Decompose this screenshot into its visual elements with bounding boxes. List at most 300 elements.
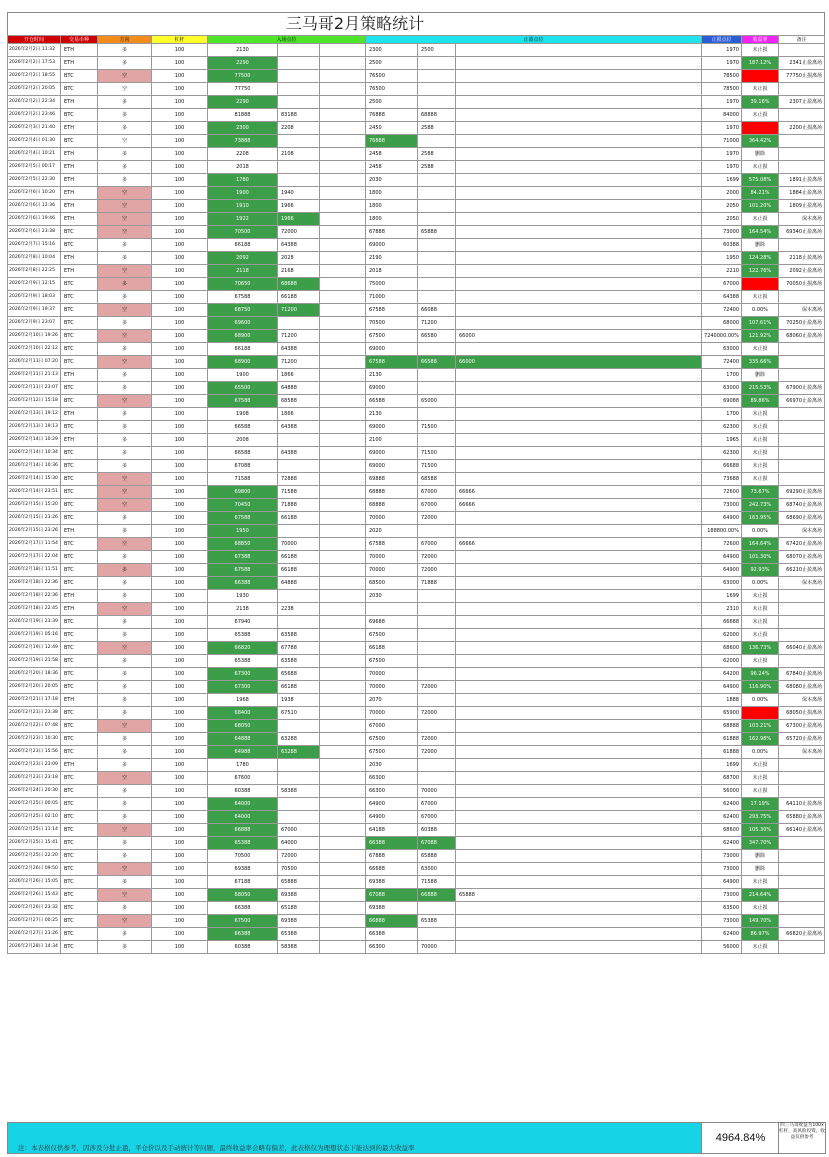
entry-price-cell: 68688 — [278, 278, 320, 291]
stop-loss-cell: 1700 — [702, 408, 742, 421]
take-profit-cell — [456, 811, 702, 824]
coin-cell: BTC — [61, 863, 98, 876]
note-cell: 66040止盈离场 — [779, 642, 825, 655]
take-profit-cell — [456, 720, 702, 733]
leverage-cell: 100 — [152, 226, 208, 239]
entry-price-cell — [320, 486, 366, 499]
take-profit-cell — [456, 460, 702, 473]
stop-loss-cell: 78500 — [702, 70, 742, 83]
note-cell: 1891止盈离场 — [779, 174, 825, 187]
direction-cell: 空 — [98, 330, 152, 343]
take-profit-cell: 1800 — [366, 187, 418, 200]
return-rate-cell: 214.64% — [742, 889, 779, 902]
take-profit-cell: 2030 — [366, 759, 418, 772]
take-profit-cell — [456, 798, 702, 811]
table-row — [8, 304, 825, 317]
coin-cell: BTC — [61, 83, 98, 96]
open-time-cell: 2026年2月26日 15:43 — [8, 889, 61, 902]
entry-price-cell: 66820 — [208, 642, 278, 655]
take-profit-cell — [418, 200, 456, 213]
entry-price-cell: 81888 — [208, 109, 278, 122]
entry-price-cell: 83188 — [278, 109, 320, 122]
table-row — [8, 395, 825, 408]
take-profit-cell — [418, 928, 456, 941]
direction-cell: 多 — [98, 239, 152, 252]
leverage-cell: 100 — [152, 603, 208, 616]
col-header: 止损点位 — [702, 36, 742, 44]
col-header: 入场点位 — [208, 36, 366, 44]
open-time-cell: 2026年2月6日 23:38 — [8, 226, 61, 239]
entry-price-cell — [320, 915, 366, 928]
table-row — [8, 122, 825, 135]
return-rate-cell: 116.90% — [742, 681, 779, 694]
entry-price-cell: 1866 — [278, 408, 320, 421]
coin-cell: ETH — [61, 590, 98, 603]
table-row — [8, 356, 825, 369]
open-time-cell: 2026年2月25日 02:10 — [8, 811, 61, 824]
col-header: 备注 — [779, 36, 825, 44]
return-rate-cell: 删除 — [742, 369, 779, 382]
coin-cell: ETH — [61, 369, 98, 382]
entry-price-cell — [320, 629, 366, 642]
entry-price-cell: 67388 — [208, 551, 278, 564]
coin-cell: BTC — [61, 109, 98, 122]
entry-price-cell: 64888 — [278, 382, 320, 395]
note-cell: 2118止盈离场 — [779, 252, 825, 265]
leverage-cell: 100 — [152, 317, 208, 330]
return-rate-cell: 136.73% — [742, 642, 779, 655]
open-time-cell: 2026年2月23日 15:56 — [8, 746, 61, 759]
leverage-cell: 100 — [152, 668, 208, 681]
take-profit-cell — [456, 850, 702, 863]
coin-cell: BTC — [61, 889, 98, 902]
entry-price-cell: 67588 — [208, 395, 278, 408]
take-profit-cell: 2130 — [366, 408, 418, 421]
direction-cell: 多 — [98, 759, 152, 772]
open-time-cell: 2026年2月18日 22:36 — [8, 577, 61, 590]
open-time-cell: 2026年2月22日 07:48 — [8, 720, 61, 733]
footer-note-cell — [7, 1122, 703, 1154]
take-profit-cell: 71000 — [366, 291, 418, 304]
entry-price-cell — [278, 772, 320, 785]
stop-loss-cell: 73000 — [702, 863, 742, 876]
entry-price-cell: 71588 — [278, 486, 320, 499]
coin-cell: BTC — [61, 538, 98, 551]
direction-cell: 多 — [98, 928, 152, 941]
direction-cell: 多 — [98, 44, 152, 57]
take-profit-cell: 72000 — [418, 681, 456, 694]
entry-price-cell: 72000 — [278, 226, 320, 239]
entry-price-cell — [320, 590, 366, 603]
coin-cell: BTC — [61, 915, 98, 928]
take-profit-cell: 76888 — [366, 135, 418, 148]
entry-price-cell — [320, 668, 366, 681]
table-row — [8, 460, 825, 473]
table-row — [8, 83, 825, 96]
take-profit-cell — [418, 239, 456, 252]
open-time-cell: 2026年2月5日 00:17 — [8, 161, 61, 174]
entry-price-cell: 64388 — [278, 447, 320, 460]
take-profit-cell — [418, 252, 456, 265]
leverage-cell: 100 — [152, 291, 208, 304]
coin-cell: BTC — [61, 616, 98, 629]
entry-price-cell — [320, 499, 366, 512]
open-time-cell: 2026年2月11日 21:13 — [8, 369, 61, 382]
stop-loss-cell: 61888 — [702, 733, 742, 746]
direction-cell: 空 — [98, 720, 152, 733]
coin-cell: ETH — [61, 148, 98, 161]
table-row — [8, 577, 825, 590]
table-row — [8, 291, 825, 304]
stop-loss-cell: 73000 — [702, 915, 742, 928]
table-row — [8, 265, 825, 278]
open-time-cell: 2026年2月25日 11:14 — [8, 824, 61, 837]
entry-price-cell: 1922 — [208, 213, 278, 226]
entry-price-cell — [320, 239, 366, 252]
coin-cell: BTC — [61, 746, 98, 759]
take-profit-cell — [418, 642, 456, 655]
entry-price-cell — [320, 473, 366, 486]
open-time-cell: 2026年2月6日 12:36 — [8, 200, 61, 213]
take-profit-cell: 67000 — [418, 499, 456, 512]
entry-price-cell: 66388 — [208, 928, 278, 941]
take-profit-cell: 2588 — [418, 122, 456, 135]
take-profit-cell: 66388 — [366, 837, 418, 850]
stop-loss-cell: 60388 — [702, 239, 742, 252]
stop-loss-cell: 1700 — [702, 369, 742, 382]
entry-price-cell: 70650 — [208, 278, 278, 291]
take-profit-cell: 66388 — [366, 928, 418, 941]
take-profit-cell: 76888 — [366, 109, 418, 122]
stop-loss-cell: 56000 — [702, 785, 742, 798]
open-time-cell: 2026年2月9日 19:37 — [8, 304, 61, 317]
entry-price-cell: 68750 — [208, 304, 278, 317]
entry-price-cell: 68050 — [208, 720, 278, 733]
take-profit-cell — [456, 629, 702, 642]
note-cell — [779, 850, 825, 863]
take-profit-cell: 66300 — [366, 772, 418, 785]
return-rate-cell: 162.98% — [742, 733, 779, 746]
return-rate-cell: 347.70% — [742, 837, 779, 850]
take-profit-cell — [456, 551, 702, 564]
note-cell — [779, 785, 825, 798]
take-profit-cell — [456, 239, 702, 252]
entry-price-cell — [320, 200, 366, 213]
table-row — [8, 421, 825, 434]
entry-price-cell — [320, 681, 366, 694]
coin-cell: ETH — [61, 694, 98, 707]
table-row — [8, 538, 825, 551]
leverage-cell: 100 — [152, 421, 208, 434]
take-profit-cell: 67500 — [366, 330, 418, 343]
note-cell — [779, 135, 825, 148]
take-profit-cell: 69000 — [366, 421, 418, 434]
take-profit-cell: 2070 — [366, 694, 418, 707]
stop-loss-cell: 62400 — [702, 837, 742, 850]
leverage-cell: 100 — [152, 512, 208, 525]
stop-loss-cell: 65900 — [702, 707, 742, 720]
entry-price-cell — [278, 590, 320, 603]
take-profit-cell: 66666 — [456, 538, 702, 551]
table-row — [8, 239, 825, 252]
stop-loss-cell: 1950 — [702, 252, 742, 265]
take-profit-cell: 2100 — [366, 434, 418, 447]
entry-price-cell: 65388 — [278, 928, 320, 941]
footer-note: 注：本表格仅供参考，因涉及分批止盈，平仓价以及手动统计等问题，最终收益率会略有偏差，此表格仅为理想状态下能达到的最大收益率 — [18, 1144, 415, 1152]
entry-price-cell: 2092 — [208, 252, 278, 265]
return-rate-cell: 163.95% — [742, 512, 779, 525]
note-cell: 65720止盈离场 — [779, 733, 825, 746]
take-profit-cell: 71888 — [418, 577, 456, 590]
take-profit-cell — [418, 655, 456, 668]
leverage-cell: 100 — [152, 616, 208, 629]
entry-price-cell: 77750 — [208, 83, 278, 96]
entry-price-cell — [320, 525, 366, 538]
entry-price-cell — [320, 252, 366, 265]
take-profit-cell: 65388 — [418, 915, 456, 928]
leverage-cell: 100 — [152, 83, 208, 96]
take-profit-cell — [456, 161, 702, 174]
entry-price-cell: 60388 — [208, 785, 278, 798]
coin-cell: ETH — [61, 96, 98, 109]
coin-cell: BTC — [61, 317, 98, 330]
coin-cell: BTC — [61, 70, 98, 83]
direction-cell: 多 — [98, 525, 152, 538]
return-rate-cell: 未止损 — [742, 772, 779, 785]
note-cell — [779, 161, 825, 174]
take-profit-cell — [456, 590, 702, 603]
direction-cell: 空 — [98, 395, 152, 408]
open-time-cell: 2026年2月17日 22:04 — [8, 551, 61, 564]
table-row — [8, 655, 825, 668]
take-profit-cell — [456, 382, 702, 395]
stop-loss-cell: 1970 — [702, 57, 742, 70]
take-profit-cell — [418, 603, 456, 616]
return-rate-cell: 0.00% — [742, 304, 779, 317]
note-cell — [779, 83, 825, 96]
table-row — [8, 109, 825, 122]
coin-cell: BTC — [61, 850, 98, 863]
sheet-title: 三马哥2月策略统计 — [7, 12, 703, 36]
entry-price-cell — [320, 707, 366, 720]
direction-cell: 多 — [98, 577, 152, 590]
take-profit-cell — [456, 863, 702, 876]
stop-loss-cell: 62400 — [702, 928, 742, 941]
coin-cell: BTC — [61, 382, 98, 395]
note-cell: 2092止盈离场 — [779, 265, 825, 278]
take-profit-cell — [418, 83, 456, 96]
entry-price-cell: 64988 — [208, 746, 278, 759]
return-rate-cell: 364.42% — [742, 135, 779, 148]
leverage-cell: 100 — [152, 655, 208, 668]
stop-loss-cell: 2210 — [702, 265, 742, 278]
leverage-cell: 100 — [152, 837, 208, 850]
open-time-cell: 2026年2月25日 00:05 — [8, 798, 61, 811]
note-cell: 68070止盈离场 — [779, 551, 825, 564]
take-profit-cell: 67500 — [366, 655, 418, 668]
entry-price-cell: 2118 — [208, 265, 278, 278]
col-header: 止盈点位 — [366, 36, 702, 44]
take-profit-cell: 66888 — [366, 915, 418, 928]
take-profit-cell: 70000 — [366, 551, 418, 564]
open-time-cell: 2026年2月19日 05:16 — [8, 629, 61, 642]
direction-cell: 空 — [98, 863, 152, 876]
table-row — [8, 876, 825, 889]
coin-cell: BTC — [61, 564, 98, 577]
footer-remark: 四三马哥收益为100x杠杆，高风险投资，收益仅供参考 — [778, 1122, 826, 1154]
open-time-cell: 2026年2月14日 10:34 — [8, 447, 61, 460]
return-rate-cell: 未止损 — [742, 902, 779, 915]
entry-price-cell — [320, 694, 366, 707]
entry-price-cell: 70500 — [278, 863, 320, 876]
entry-price-cell: 63588 — [278, 629, 320, 642]
coin-cell: BTC — [61, 824, 98, 837]
open-time-cell: 2026年2月2日 11:32 — [8, 44, 61, 57]
table-row — [8, 330, 825, 343]
direction-cell: 多 — [98, 629, 152, 642]
coin-cell: ETH — [61, 408, 98, 421]
table-row — [8, 96, 825, 109]
leverage-cell: 100 — [152, 343, 208, 356]
header-row — [8, 36, 825, 44]
take-profit-cell: 69000 — [366, 343, 418, 356]
note-cell — [779, 148, 825, 161]
entry-price-cell: 1940 — [278, 187, 320, 200]
entry-price-cell — [320, 746, 366, 759]
leverage-cell: 100 — [152, 57, 208, 70]
return-rate-cell: 未止损 — [742, 759, 779, 772]
note-cell: 65880止盈离场 — [779, 811, 825, 824]
take-profit-cell: 63000 — [418, 863, 456, 876]
note-cell: 保本离场 — [779, 304, 825, 317]
open-time-cell: 2026年2月14日 10:29 — [8, 434, 61, 447]
col-header: 收益率 — [742, 36, 779, 44]
note-cell — [779, 343, 825, 356]
take-profit-cell: 60388 — [418, 824, 456, 837]
note-cell — [779, 603, 825, 616]
leverage-cell: 100 — [152, 96, 208, 109]
coin-cell: BTC — [61, 668, 98, 681]
take-profit-cell: 70000 — [418, 941, 456, 954]
coin-cell: ETH — [61, 759, 98, 772]
open-time-cell: 2026年2月8日 10:04 — [8, 252, 61, 265]
direction-cell: 多 — [98, 434, 152, 447]
entry-price-cell: 70000 — [278, 538, 320, 551]
return-rate-cell: 149.70% — [742, 915, 779, 928]
entry-price-cell — [320, 265, 366, 278]
coin-cell: ETH — [61, 200, 98, 213]
stop-loss-cell: 69088 — [702, 395, 742, 408]
take-profit-cell — [418, 629, 456, 642]
open-time-cell: 2026年2月19日 21:58 — [8, 655, 61, 668]
take-profit-cell: 68888 — [366, 486, 418, 499]
stop-loss-cell: 73000 — [702, 499, 742, 512]
col-header: 开仓时间 — [8, 36, 61, 44]
take-profit-cell — [418, 265, 456, 278]
direction-cell: 多 — [98, 733, 152, 746]
take-profit-cell: 66580 — [418, 330, 456, 343]
leverage-cell: 100 — [152, 577, 208, 590]
table-row — [8, 148, 825, 161]
stop-loss-cell: 62400 — [702, 798, 742, 811]
open-time-cell: 2026年2月11日 23:07 — [8, 382, 61, 395]
return-rate-cell: 未止损 — [742, 83, 779, 96]
direction-cell: 多 — [98, 252, 152, 265]
table-row — [8, 369, 825, 382]
leverage-cell: 100 — [152, 148, 208, 161]
note-cell — [779, 837, 825, 850]
direction-cell: 多 — [98, 421, 152, 434]
return-rate-cell: 未止损 — [742, 161, 779, 174]
entry-price-cell — [320, 109, 366, 122]
table-row — [8, 785, 825, 798]
entry-price-cell: 1866 — [278, 369, 320, 382]
stop-loss-cell: 63000 — [702, 382, 742, 395]
entry-price-cell — [320, 811, 366, 824]
return-rate-cell: 101.20% — [742, 200, 779, 213]
entry-price-cell — [320, 863, 366, 876]
entry-price-cell: 2028 — [278, 252, 320, 265]
take-profit-cell: 71588 — [418, 876, 456, 889]
open-time-cell: 2026年2月2日 20:05 — [8, 83, 61, 96]
col-header: 交易币种 — [61, 36, 98, 44]
take-profit-cell: 72000 — [418, 512, 456, 525]
open-time-cell: 2026年2月23日 23:18 — [8, 772, 61, 785]
leverage-cell: 100 — [152, 174, 208, 187]
stop-loss-cell: 56000 — [702, 941, 742, 954]
entry-price-cell — [320, 161, 366, 174]
entry-price-cell — [320, 382, 366, 395]
entry-price-cell — [278, 525, 320, 538]
coin-cell: BTC — [61, 811, 98, 824]
take-profit-cell: 2458 — [366, 148, 418, 161]
leverage-cell: 100 — [152, 187, 208, 200]
take-profit-cell — [456, 265, 702, 278]
return-rate-cell: 335.66% — [742, 356, 779, 369]
return-rate-cell: 未止损 — [742, 473, 779, 486]
note-cell: 68080止盈离场 — [779, 681, 825, 694]
note-cell — [779, 460, 825, 473]
direction-cell: 多 — [98, 811, 152, 824]
stop-loss-cell: 68000 — [702, 317, 742, 330]
table-row — [8, 733, 825, 746]
table-row — [8, 174, 825, 187]
entry-price-cell: 66188 — [278, 564, 320, 577]
return-rate-cell: 未止损 — [742, 590, 779, 603]
take-profit-cell: 66688 — [366, 863, 418, 876]
table-row — [8, 213, 825, 226]
entry-price-cell: 69800 — [208, 486, 278, 499]
leverage-cell: 100 — [152, 681, 208, 694]
entry-price-cell — [320, 70, 366, 83]
return-rate-cell: 107.61% — [742, 317, 779, 330]
take-profit-cell — [366, 603, 418, 616]
take-profit-cell — [456, 421, 702, 434]
col-header: 方向 — [98, 36, 152, 44]
take-profit-cell: 65000 — [418, 395, 456, 408]
take-profit-cell: 72000 — [418, 564, 456, 577]
direction-cell: 多 — [98, 291, 152, 304]
take-profit-cell: 69388 — [366, 902, 418, 915]
strategy-table — [7, 35, 825, 954]
take-profit-cell — [418, 382, 456, 395]
open-time-cell: 2026年2月26日 15:05 — [8, 876, 61, 889]
entry-price-cell — [320, 148, 366, 161]
table-row — [8, 200, 825, 213]
stop-loss-cell: 1970 — [702, 148, 742, 161]
leverage-cell: 100 — [152, 798, 208, 811]
entry-price-cell — [320, 83, 366, 96]
